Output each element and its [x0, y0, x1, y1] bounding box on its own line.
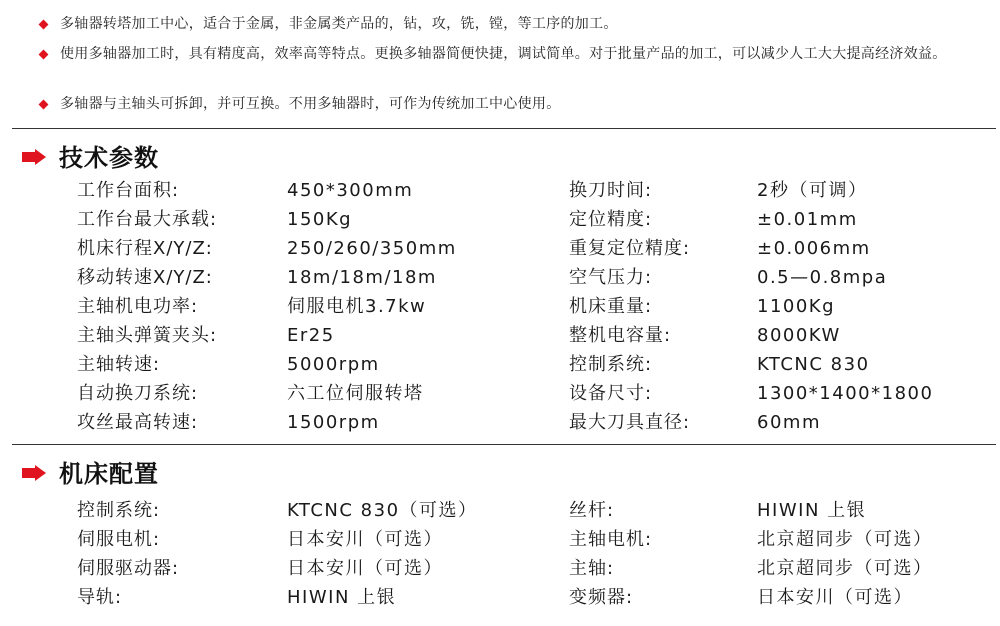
spec-label: 控制系统: — [77, 500, 161, 521]
spec-row — [569, 409, 989, 437]
spec-label: 攻丝最高转速: — [77, 412, 199, 433]
spec-value: 250/260/350mm — [287, 238, 457, 259]
spec-value: 1300*1400*1800 — [757, 383, 934, 404]
spec-row — [569, 235, 989, 263]
spec-row — [77, 235, 547, 263]
spec-row — [569, 380, 989, 408]
intro-text: 多轴器转塔加工中心，适合于金属，非金属类产品的，钻，攻，铣，镗，等工序的加工。 — [60, 16, 618, 32]
spec-value: HIWIN 上银 — [757, 500, 867, 521]
spec-label: 工作台面积: — [77, 180, 180, 201]
intro-bullet — [40, 17, 995, 32]
spec-label: 移动转速X/Y/Z: — [77, 267, 213, 288]
spec-value: 北京超同步（可选） — [757, 558, 933, 579]
spec-label: 主轴: — [569, 558, 615, 579]
section-title: 技术参数 — [59, 144, 159, 172]
spec-label: 整机电容量: — [569, 325, 672, 346]
spec-row — [77, 351, 547, 379]
spec-value: 150Kg — [287, 209, 353, 230]
spec-row — [569, 526, 989, 554]
divider — [12, 128, 996, 129]
spec-row — [569, 322, 989, 350]
spec-value: ±0.006mm — [757, 238, 871, 259]
intro-text: 多轴器与主轴头可拆卸，并可互换。不用多轴器时，可作为传统加工中心使用。 — [60, 96, 561, 112]
spec-value: 日本安川（可选） — [287, 529, 443, 550]
intro-bullet — [40, 47, 995, 62]
spec-label: 换刀时间: — [569, 180, 653, 201]
spec-label: 设备尺寸: — [569, 383, 653, 404]
spec-label: 定位精度: — [569, 209, 653, 230]
intro-bullet — [40, 97, 995, 112]
spec-label: 伺服电机: — [77, 529, 161, 550]
red-arrow-icon — [22, 149, 46, 165]
red-arrow-icon — [22, 465, 46, 481]
spec-value: HIWIN 上银 — [287, 587, 397, 608]
spec-row — [77, 555, 547, 583]
spec-row — [569, 206, 989, 234]
spec-value: 2秒（可调） — [757, 180, 868, 201]
spec-label: 自动换刀系统: — [77, 383, 199, 404]
spec-value: 5000rpm — [287, 354, 380, 375]
spec-row — [77, 177, 547, 205]
spec-label: 丝杆: — [569, 500, 615, 521]
spec-value: 1100Kg — [757, 296, 836, 317]
spec-row — [569, 177, 989, 205]
spec-row — [569, 293, 989, 321]
spec-label: 机床行程X/Y/Z: — [77, 238, 213, 259]
spec-row — [569, 555, 989, 583]
spec-label: 伺服驱动器: — [77, 558, 180, 579]
spec-value: 60mm — [757, 412, 821, 433]
spec-value: 0.5—0.8mpa — [757, 267, 888, 288]
spec-value: 8000KW — [757, 325, 841, 346]
spec-row — [77, 526, 547, 554]
spec-label: 空气压力: — [569, 267, 653, 288]
spec-label: 重复定位精度: — [569, 238, 691, 259]
spec-row — [77, 264, 547, 292]
spec-row — [569, 264, 989, 292]
spec-value: Er25 — [287, 325, 335, 346]
spec-row — [77, 497, 547, 525]
spec-row — [77, 584, 547, 612]
spec-value: 日本安川（可选） — [757, 587, 913, 608]
spec-value: 1500rpm — [287, 412, 380, 433]
spec-row — [77, 322, 547, 350]
spec-label: 主轴电机: — [569, 529, 653, 550]
spec-row — [569, 584, 989, 612]
spec-value: 450*300mm — [287, 180, 414, 201]
spec-value: ±0.01mm — [757, 209, 858, 230]
spec-row — [77, 380, 547, 408]
spec-label: 机床重量: — [569, 296, 653, 317]
spec-value: 日本安川（可选） — [287, 558, 443, 579]
spec-label: 变频器: — [569, 587, 634, 608]
spec-label: 主轴头弹簧夹头: — [77, 325, 218, 346]
intro-text: 使用多轴器加工时，具有精度高，效率高等特点。更换多轴器简便快捷，调试简单。对于批量产品的加工，可以减少人工大大提高经济效益。 — [60, 46, 947, 62]
spec-value: 六工位伺服转塔 — [287, 383, 424, 404]
section-title: 机床配置 — [59, 460, 159, 488]
spec-label: 工作台最大承载: — [77, 209, 218, 230]
spec-row — [77, 409, 547, 437]
spec-row — [569, 351, 989, 379]
spec-value: 伺服电机3.7kw — [287, 296, 427, 317]
spec-label: 主轴机电功率: — [77, 296, 199, 317]
divider — [12, 444, 996, 445]
spec-row — [77, 206, 547, 234]
spec-label: 主轴转速: — [77, 354, 161, 375]
spec-label: 导轨: — [77, 587, 123, 608]
spec-label: 最大刀具直径: — [569, 412, 691, 433]
spec-row — [569, 497, 989, 525]
spec-value: 北京超同步（可选） — [757, 529, 933, 550]
spec-row — [77, 293, 547, 321]
spec-value: 18m/18m/18m — [287, 267, 437, 288]
spec-value: KTCNC 830（可选） — [287, 500, 478, 521]
spec-label: 控制系统: — [569, 354, 653, 375]
spec-value: KTCNC 830 — [757, 354, 870, 375]
